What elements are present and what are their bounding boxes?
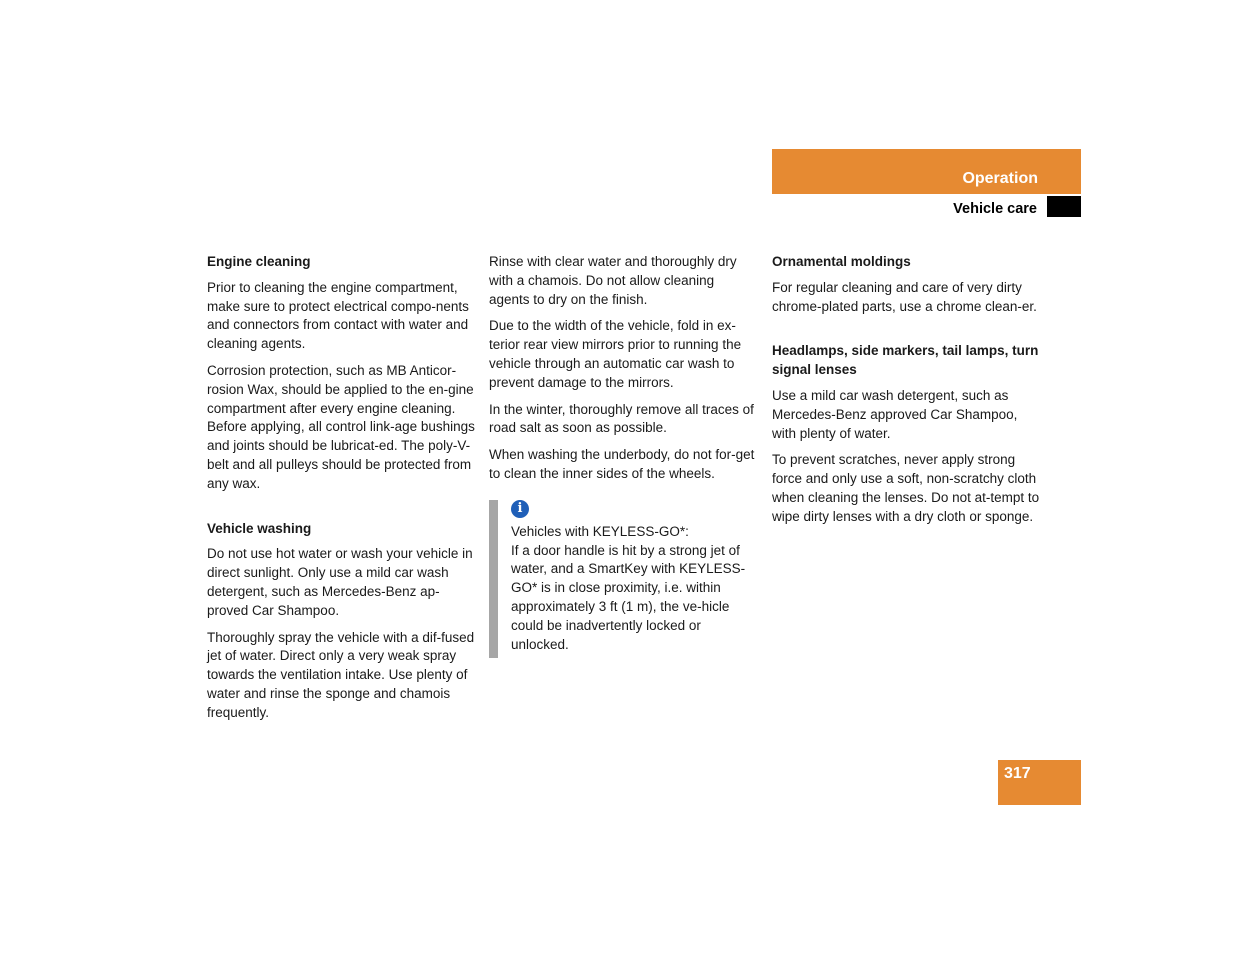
lamps-paragraph-1: Use a mild car wash detergent, such as Mercedes-Benz approved Car Shampoo, with plenty of water. bbox=[772, 387, 1018, 441]
section-tab-marker bbox=[1047, 196, 1081, 217]
ornamental-moldings-heading: Ornamental moldings bbox=[772, 254, 911, 269]
page-number-box bbox=[998, 760, 1081, 805]
road-salt-paragraph: In the winter, thoroughly remove all traces of road salt as soon as possible. bbox=[489, 401, 754, 436]
column-middle bbox=[489, 253, 757, 654]
note-side-bar bbox=[489, 500, 498, 659]
section-header-bar bbox=[772, 149, 1081, 194]
subsection-title: Vehicle care bbox=[953, 201, 1037, 217]
mirrors-paragraph: Due to the width of the vehicle, fold in ex-terior rear view mirrors prior to running the vehicle through an automatic car wash to prevent damage to the mirrors. bbox=[489, 318, 742, 390]
vehicle-washing-heading: Vehicle washing bbox=[207, 520, 312, 536]
column-left bbox=[207, 253, 475, 731]
lamps-paragraph-2: To prevent scratches, never apply strong force and only use a soft, non-scratchy cloth when cleaning the lenses. Do not at-tempt to wipe dirty lenses with a dry cloth or sponge. bbox=[772, 452, 1040, 524]
lamps-heading: Headlamps, side markers, tail lamps, turn signal lenses bbox=[772, 343, 1039, 378]
section-title: Operation bbox=[962, 170, 1038, 187]
engine-cleaning-heading: Engine cleaning bbox=[207, 254, 311, 269]
underbody-paragraph: When washing the underbody, do not for-get to clean the inner sides of the wheels. bbox=[489, 447, 755, 481]
ornamental-moldings-paragraph: For regular cleaning and care of very dirty chrome-plated parts, use a chrome clean-er. bbox=[772, 279, 1037, 314]
keyless-go-note bbox=[489, 500, 757, 655]
info-icon: i bbox=[511, 500, 529, 518]
page-number: 317 bbox=[1004, 765, 1031, 782]
note-body: If a door handle is hit by a strong jet of water, and a SmartKey with KEYLESS-GO* is in close proximity, i.e. within approximately 3 ft (1 m), the ve-hicle could be inadvertently locked or unlocked. bbox=[511, 542, 746, 652]
vehicle-washing-paragraph-1: Do not use hot water or wash your vehicle in direct sunlight. Only use a mild car wash detergent, such as Mercedes-Benz ap-proved Car Shampoo. bbox=[207, 546, 473, 618]
note-title: Vehicles with KEYLESS-GO*: bbox=[511, 523, 689, 539]
rinse-paragraph: Rinse with clear water and thoroughly dry with a chamois. Do not allow cleaning agents to dry on the finish. bbox=[489, 254, 737, 307]
vehicle-washing-paragraph-2: Thoroughly spray the vehicle with a dif-fused jet of water. Direct only a very weak spray towards the ventilation intake. Use plenty of water and rinse the sponge and chamois frequently. bbox=[207, 629, 475, 720]
column-right bbox=[772, 253, 1040, 535]
engine-cleaning-paragraph-2: Corrosion protection, such as MB Anticor-rosion Wax, should be applied to the en-gine compartment after every engine cleaning. Before applying, all control link-age bushings and joints should be lubricat-ed. The poly-V-belt and all pulleys should be protected from any wax. bbox=[207, 362, 475, 491]
engine-cleaning-paragraph-1: Prior to cleaning the engine compartment, make sure to protect electrical compo-nents and connectors from contact with water and cleaning agents. bbox=[207, 279, 469, 352]
